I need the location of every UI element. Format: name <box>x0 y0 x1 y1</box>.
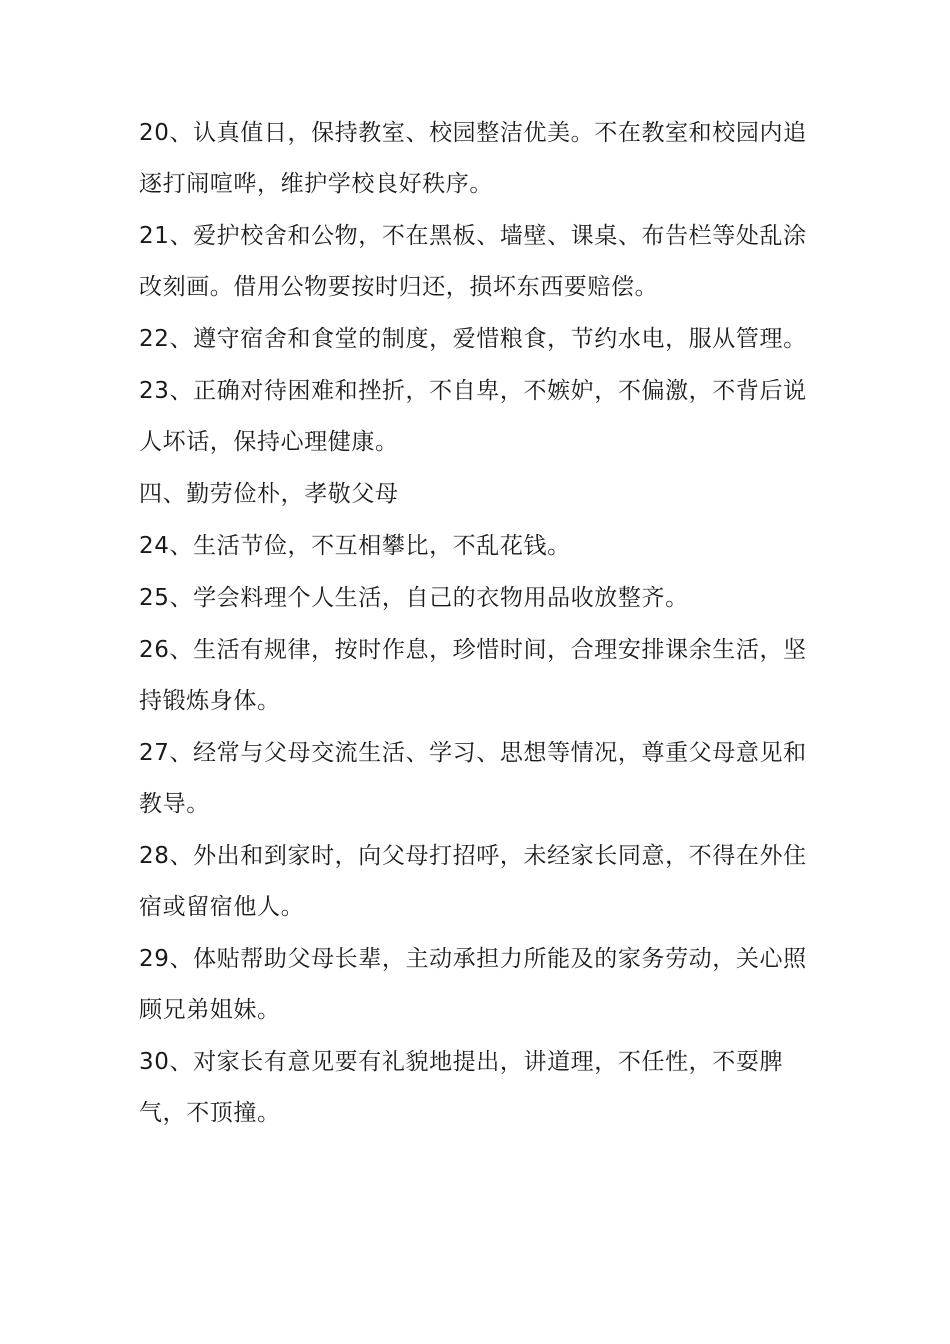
paragraph-rule-27: 27、经常与父母交流生活、学习、思想等情况，尊重父母意见和教导。 <box>139 740 807 817</box>
paragraph-rule-26: 26、生活有规律，按时作息，珍惜时间，合理安排课余生活，坚持锻炼身体。 <box>139 637 807 714</box>
paragraph-rule-29: 29、体贴帮助父母长辈，主动承担力所能及的家务劳动，关心照顾兄弟姐妹。 <box>139 946 807 1023</box>
paragraph-rule-28: 28、外出和到家时，向父母打招呼，未经家长同意，不得在外住宿或留宿他人。 <box>139 843 807 920</box>
paragraph-rule-23: 23、正确对待困难和挫折，不自卑，不嫉妒，不偏激，不背后说人坏话，保持心理健康。 <box>139 378 807 455</box>
section-heading-4: 四、勤劳俭朴，孝敬父母 <box>139 481 399 507</box>
document-body <box>139 108 829 1139</box>
paragraph-rule-25: 25、学会料理个人生活，自己的衣物用品收放整齐。 <box>139 585 689 611</box>
paragraph-rule-30: 30、对家长有意见要有礼貌地提出，讲道理，不任性，不耍脾气，不顶撞。 <box>139 1049 784 1126</box>
paragraph-rule-20: 20、认真值日，保持教室、校园整洁优美。不在教室和校园内追逐打闹喧哗，维护学校良好秩序。 <box>139 120 807 197</box>
paragraph-rule-22: 22、遵守宿舍和食堂的制度，爱惜粮食，节约水电，服从管理。 <box>139 326 807 352</box>
paragraph-rule-24: 24、生活节俭，不互相攀比，不乱花钱。 <box>139 533 571 559</box>
paragraph-rule-21: 21、爱护校舍和公物，不在黑板、墙壁、课桌、布告栏等处乱涂改刻画。借用公物要按时归还，损坏东西要赔偿。 <box>139 223 807 300</box>
